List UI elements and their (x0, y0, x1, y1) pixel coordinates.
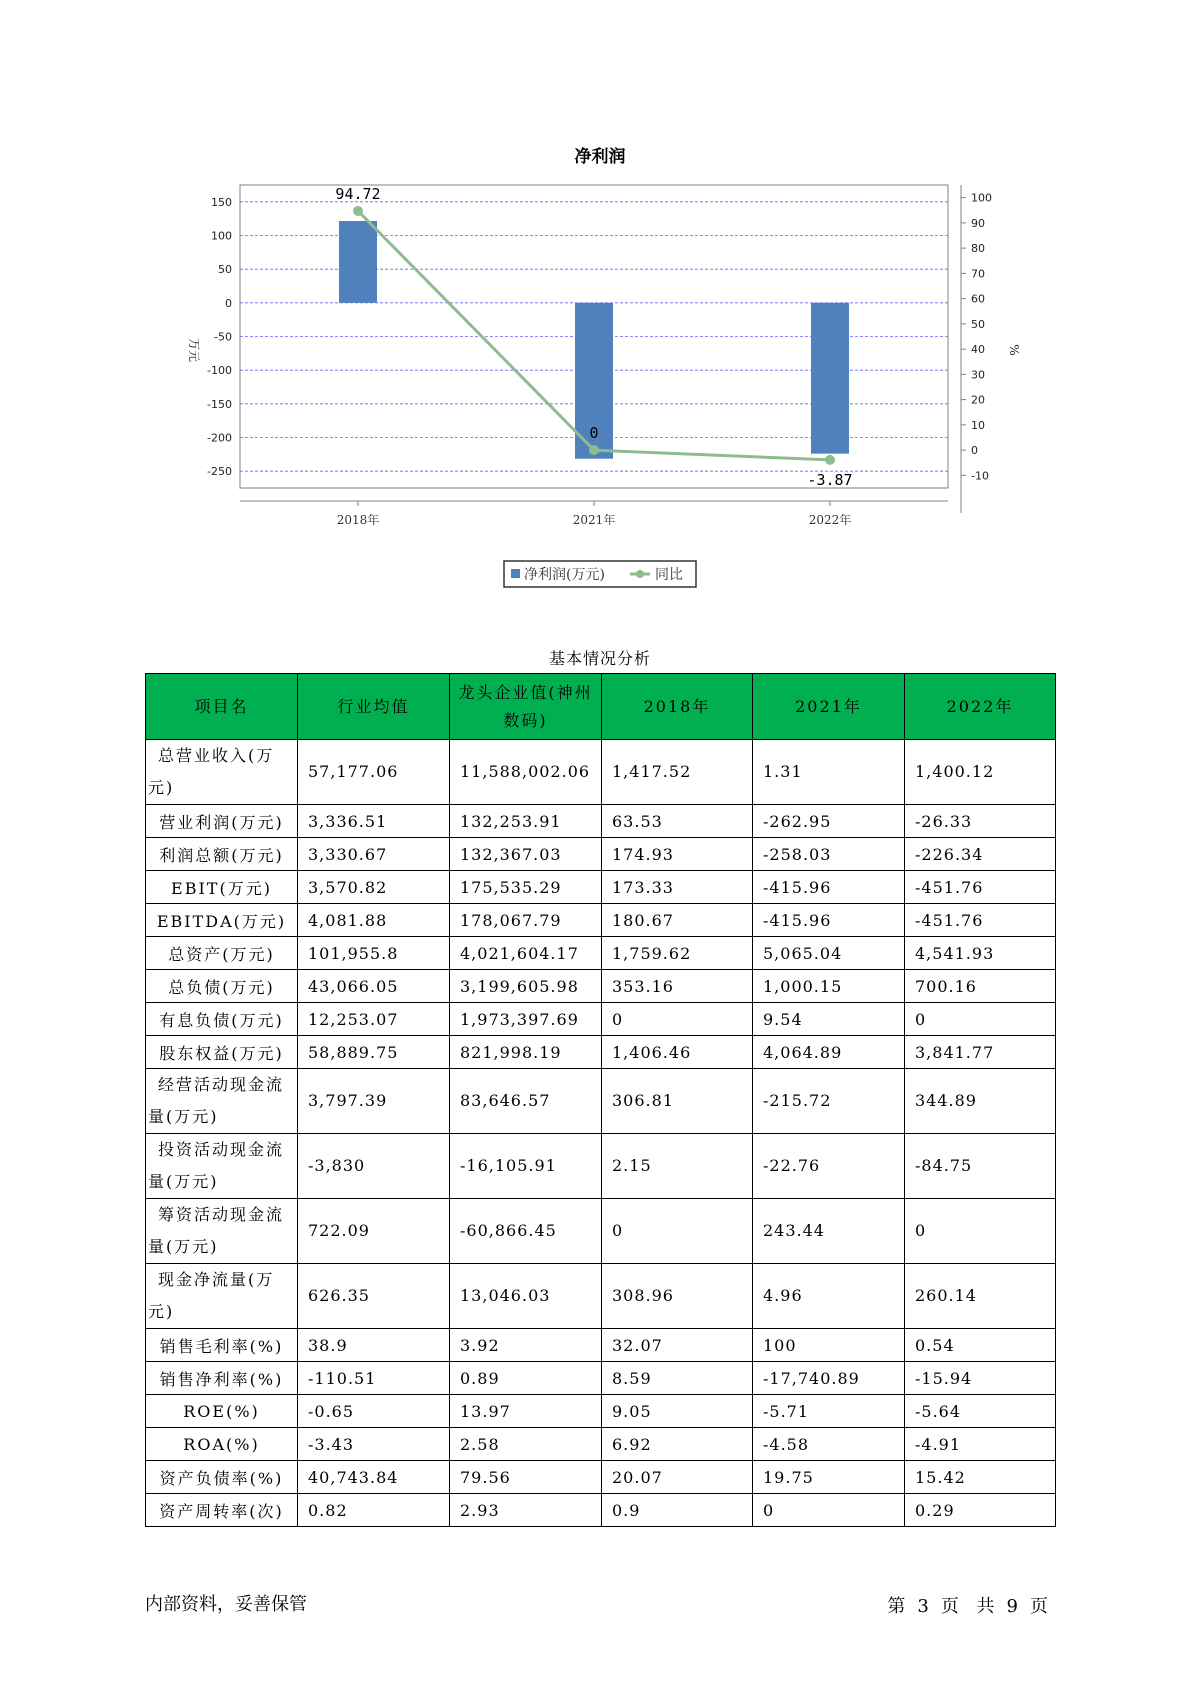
table-cell: 6.92 (602, 1428, 753, 1461)
table-row (146, 838, 1056, 871)
table-cell: 1,000.15 (753, 970, 905, 1003)
row-label: 经营活动现金流量(万元) (146, 1069, 298, 1134)
table-title: 基本情况分析 (548, 649, 651, 668)
table-cell: 1,973,397.69 (450, 1003, 602, 1036)
table-cell: 43,066.05 (298, 970, 450, 1003)
column-header: 龙头企业值(神州数码) (450, 674, 602, 740)
table-cell: 0 (602, 1003, 753, 1036)
table-cell: -415.96 (753, 904, 905, 937)
bar-2018年 (339, 221, 377, 303)
row-label: 总负债(万元) (146, 970, 298, 1003)
table-cell: 0.29 (905, 1494, 1056, 1527)
right-tick-label: 100 (971, 191, 992, 205)
table-cell: 0.54 (905, 1329, 1056, 1362)
x-axis-ticks (337, 501, 852, 527)
legend-line-label: 同比 (655, 567, 683, 583)
table-cell: -4.91 (905, 1428, 1056, 1461)
table-cell: 132,367.03 (450, 838, 602, 871)
table-row (146, 1264, 1056, 1329)
table-cell: 13.97 (450, 1395, 602, 1428)
table-cell: -5.71 (753, 1395, 905, 1428)
table-cell: 9.05 (602, 1395, 753, 1428)
table-cell: -4.58 (753, 1428, 905, 1461)
left-tick-label: 0 (225, 296, 232, 310)
table-cell: -26.33 (905, 805, 1056, 838)
table-row (146, 970, 1056, 1003)
table-cell: -15.94 (905, 1362, 1056, 1395)
table-row (146, 805, 1056, 838)
table-cell: 5,065.04 (753, 937, 905, 970)
left-axis-ticks (207, 196, 232, 478)
table-cell: -16,105.91 (450, 1134, 602, 1199)
legend-bar-label: 净利润(万元) (524, 567, 605, 583)
table-cell: -0.65 (298, 1395, 450, 1428)
table-cell: 821,998.19 (450, 1036, 602, 1069)
table-cell: 15.42 (905, 1461, 1056, 1494)
yoy-data-label: 0 (589, 424, 599, 443)
table-row (146, 1134, 1056, 1199)
left-tick-label: -150 (207, 397, 232, 411)
row-label: 资产周转率(次) (146, 1494, 298, 1527)
table-cell: 0.82 (298, 1494, 450, 1527)
table-cell: -17,740.89 (753, 1362, 905, 1395)
table-cell: 4,064.89 (753, 1036, 905, 1069)
row-label: 销售毛利率(%) (146, 1329, 298, 1362)
table-cell: -258.03 (753, 838, 905, 871)
x-tick-label: 2022年 (808, 513, 852, 527)
right-tick-label: 10 (971, 418, 985, 432)
table-cell: 3,570.82 (298, 871, 450, 904)
table-cell: 40,743.84 (298, 1461, 450, 1494)
table-cell: 3,841.77 (905, 1036, 1056, 1069)
bar-series (339, 221, 849, 459)
row-label: 利润总额(万元) (146, 838, 298, 871)
table-cell: 4,081.88 (298, 904, 450, 937)
table-row (146, 1494, 1056, 1527)
table-cell: 83,646.57 (450, 1069, 602, 1134)
basic-analysis-table (145, 673, 1056, 1527)
table-cell: -110.51 (298, 1362, 450, 1395)
table-header-row (146, 674, 1056, 740)
right-tick-label: 50 (971, 317, 985, 331)
table-cell: -5.64 (905, 1395, 1056, 1428)
table-cell: 38.9 (298, 1329, 450, 1362)
column-header: 2021年 (753, 674, 905, 740)
table-cell: 58,889.75 (298, 1036, 450, 1069)
legend-bar-swatch (511, 569, 520, 578)
table-cell: 243.44 (753, 1199, 905, 1264)
left-tick-label: 100 (211, 229, 232, 243)
right-tick-label: 70 (971, 267, 985, 281)
table-cell: 173.33 (602, 871, 753, 904)
table-cell: 175,535.29 (450, 871, 602, 904)
table-cell: -415.96 (753, 871, 905, 904)
row-label: ROE(%) (146, 1395, 298, 1428)
page-number: 3 (917, 1596, 929, 1617)
row-label: 股东权益(万元) (146, 1036, 298, 1069)
table-cell: 3,199,605.98 (450, 970, 602, 1003)
y-axis-label-right: % (1007, 344, 1021, 356)
chart-legend (504, 561, 696, 587)
column-header: 2018年 (602, 674, 753, 740)
table-cell: 0.9 (602, 1494, 753, 1527)
left-tick-label: -200 (207, 431, 232, 445)
row-label: 现金净流量(万元) (146, 1264, 298, 1329)
table-cell: 2.93 (450, 1494, 602, 1527)
table-cell: 2.15 (602, 1134, 753, 1199)
left-tick-label: 50 (218, 263, 232, 277)
total-prefix: 共 (976, 1596, 995, 1617)
table-cell: 101,955.8 (298, 937, 450, 970)
table-row (146, 1362, 1056, 1395)
table-cell: 306.81 (602, 1069, 753, 1134)
row-label: ROA(%) (146, 1428, 298, 1461)
table-cell: 180.67 (602, 904, 753, 937)
table-cell: 1,400.12 (905, 740, 1056, 805)
left-tick-label: 150 (211, 195, 232, 209)
yoy-point (825, 455, 835, 465)
y-axis-label-left: 万元 (187, 337, 201, 363)
total-suffix: 页 (1030, 1596, 1048, 1617)
table-cell: -60,866.45 (450, 1199, 602, 1264)
table-cell: 63.53 (602, 805, 753, 838)
footer-page-indicator (881, 1592, 1054, 1618)
table-row (146, 1428, 1056, 1461)
table-cell: -226.34 (905, 838, 1056, 871)
table-cell: -84.75 (905, 1134, 1056, 1199)
footer-confidential-note: 内部资料，妥善保管 (145, 1594, 307, 1615)
table-cell: -451.76 (905, 871, 1056, 904)
row-label: 总营业收入(万元) (146, 740, 298, 805)
table-cell: 0 (602, 1199, 753, 1264)
table-cell: 2.58 (450, 1428, 602, 1461)
table-cell: -3.43 (298, 1428, 450, 1461)
table-row (146, 937, 1056, 970)
table-cell: 4.96 (753, 1264, 905, 1329)
table-cell: 353.16 (602, 970, 753, 1003)
table-cell: 1,759.62 (602, 937, 753, 970)
table-cell: 4,021,604.17 (450, 937, 602, 970)
row-label: 销售净利率(%) (146, 1362, 298, 1395)
table-row (146, 1069, 1056, 1134)
table-cell: 9.54 (753, 1003, 905, 1036)
right-tick-label: 30 (971, 368, 985, 382)
table-cell: 1,417.52 (602, 740, 753, 805)
table-cell: 3,797.39 (298, 1069, 450, 1134)
table-cell: 100 (753, 1329, 905, 1362)
table-cell: 12,253.07 (298, 1003, 450, 1036)
table-cell: 3,336.51 (298, 805, 450, 838)
row-label: 投资活动现金流量(万元) (146, 1134, 298, 1199)
table-cell: 79.56 (450, 1461, 602, 1494)
table-cell: 1,406.46 (602, 1036, 753, 1069)
chart-title: 净利润 (574, 147, 626, 167)
table-cell: 0.89 (450, 1362, 602, 1395)
legend-line-marker (636, 570, 644, 578)
table-cell: -22.76 (753, 1134, 905, 1199)
left-tick-label: -50 (214, 330, 232, 344)
table-row (146, 1199, 1056, 1264)
row-label: 营业利润(万元) (146, 805, 298, 838)
table-cell: 626.35 (298, 1264, 450, 1329)
table-cell: 3,330.67 (298, 838, 450, 871)
left-tick-label: -250 (207, 465, 232, 479)
table-row (146, 904, 1056, 937)
page-prefix: 第 (887, 1596, 906, 1617)
table-cell: 0 (753, 1494, 905, 1527)
table-cell: 260.14 (905, 1264, 1056, 1329)
row-label: EBITDA(万元) (146, 904, 298, 937)
bar-2022年 (811, 303, 849, 454)
right-tick-label: 0 (971, 444, 978, 458)
table-cell: 722.09 (298, 1199, 450, 1264)
right-tick-label: 80 (971, 242, 985, 256)
table-cell: 20.07 (602, 1461, 753, 1494)
right-tick-label: 60 (971, 292, 985, 306)
row-label: 总资产(万元) (146, 937, 298, 970)
column-header: 行业均值 (298, 674, 450, 740)
table-cell: 19.75 (753, 1461, 905, 1494)
page-mid: 页 (940, 1596, 959, 1617)
table-cell: 1.31 (753, 740, 905, 805)
table-cell: 3.92 (450, 1329, 602, 1362)
row-label: 资产负债率(%) (146, 1461, 298, 1494)
right-tick-label: 90 (971, 216, 985, 230)
net-profit-chart (0, 0, 1191, 640)
table-cell: 11,588,002.06 (450, 740, 602, 805)
table-row (146, 740, 1056, 805)
table-cell: -262.95 (753, 805, 905, 838)
row-label: 筹资活动现金流量(万元) (146, 1199, 298, 1264)
right-tick-label: -10 (971, 469, 989, 483)
table-cell: 132,253.91 (450, 805, 602, 838)
table-row (146, 1036, 1056, 1069)
table-row (146, 1395, 1056, 1428)
table-row (146, 1329, 1056, 1362)
row-label: 有息负债(万元) (146, 1003, 298, 1036)
table-cell: 8.59 (602, 1362, 753, 1395)
row-label: EBIT(万元) (146, 871, 298, 904)
table-body (146, 740, 1056, 1527)
table-cell: 344.89 (905, 1069, 1056, 1134)
table-cell: 178,067.79 (450, 904, 602, 937)
table-cell: 700.16 (905, 970, 1056, 1003)
table-row (146, 1461, 1056, 1494)
right-tick-label: 20 (971, 393, 985, 407)
table-cell: -215.72 (753, 1069, 905, 1134)
table-cell: 32.07 (602, 1329, 753, 1362)
table-cell: -451.76 (905, 904, 1056, 937)
table-row (146, 1003, 1056, 1036)
column-header: 项目名 (146, 674, 298, 740)
yoy-data-label: 94.72 (335, 184, 381, 203)
table-cell: 174.93 (602, 838, 753, 871)
table-cell: 0 (905, 1199, 1056, 1264)
table-cell: 4,541.93 (905, 937, 1056, 970)
table-cell: 57,177.06 (298, 740, 450, 805)
left-tick-label: -100 (207, 364, 232, 378)
right-axis-ticks (961, 192, 992, 483)
x-tick-label: 2018年 (336, 513, 380, 527)
table-cell: 308.96 (602, 1264, 753, 1329)
yoy-point (589, 445, 599, 455)
table-cell: 0 (905, 1003, 1056, 1036)
yoy-point (353, 206, 363, 216)
table-row (146, 871, 1056, 904)
table-cell: 13,046.03 (450, 1264, 602, 1329)
column-header: 2022年 (905, 674, 1056, 740)
yoy-data-label: -3.87 (807, 470, 853, 489)
x-tick-label: 2021年 (572, 513, 616, 527)
table-cell: -3,830 (298, 1134, 450, 1199)
right-tick-label: 40 (971, 343, 985, 357)
total-pages: 9 (1006, 1596, 1018, 1617)
